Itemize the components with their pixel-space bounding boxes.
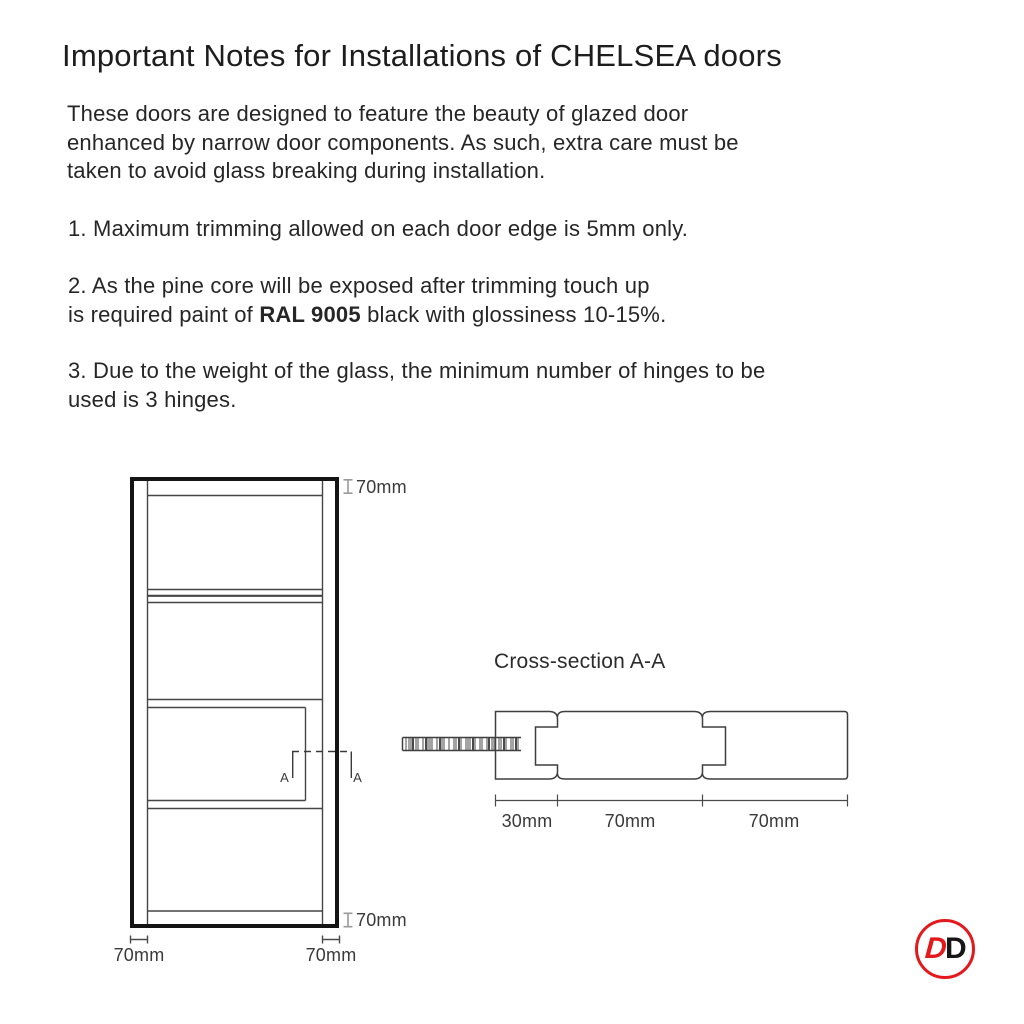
stile-dimension-brackets bbox=[131, 936, 340, 944]
glass-hatch-thin bbox=[406, 738, 518, 750]
cross-section-dim-70mm-stile: 70mm bbox=[604, 811, 656, 831]
dim-left-stile-label: 70mm bbox=[113, 945, 165, 965]
section-marker-a-right: A bbox=[353, 770, 362, 785]
dim-right-stile-label: 70mm bbox=[305, 945, 357, 965]
cross-section-dim-30mm: 30mm bbox=[501, 811, 553, 831]
note-2-line-1: 2. As the pine core will be exposed after trimming touch up bbox=[68, 273, 650, 298]
cross-section-title: Cross-section A-A bbox=[494, 650, 666, 673]
stile-profile bbox=[558, 712, 726, 780]
rail-dimension-markers bbox=[344, 479, 353, 928]
note-2-post: black with glossiness 10-15%. bbox=[360, 301, 667, 327]
frame-profile bbox=[703, 712, 848, 780]
intro-line-3: taken to avoid glass breaking during installation. bbox=[67, 158, 546, 183]
cross-section-dim-70mm-frame: 70mm bbox=[748, 811, 800, 831]
door-outline bbox=[132, 479, 337, 926]
note-1: 1. Maximum trimming allowed on each door edge is 5mm only. bbox=[68, 216, 689, 241]
cross-section-dimension-line bbox=[496, 795, 848, 807]
door-elevation-drawing bbox=[131, 479, 353, 944]
dim-bottom-rail-label: 70mm bbox=[356, 910, 407, 930]
note-3-line-2: used is 3 hinges. bbox=[68, 386, 237, 412]
ral-code: RAL 9005 bbox=[259, 301, 361, 327]
door-inner-lines bbox=[148, 481, 323, 924]
dd-brand-logo bbox=[915, 919, 975, 979]
section-marker-a-left: A bbox=[280, 770, 289, 785]
dim-top-rail-label: 70mm bbox=[356, 477, 407, 497]
page-title: Important Notes for Installations of CHELSEA doors bbox=[62, 38, 782, 73]
cross-section-drawing bbox=[403, 712, 848, 807]
logo-letter-d-red: D bbox=[924, 932, 947, 965]
intro-line-1: These doors are designed to feature the beauty of glazed door bbox=[67, 101, 689, 126]
note-2-pre: is required paint of bbox=[68, 301, 260, 327]
logo-letter-d-black: D bbox=[945, 932, 965, 965]
intro-line-2: enhanced by narrow door components. As such, extra care must be bbox=[67, 129, 739, 155]
note-3-line-1: 3. Due to the weight of the glass, the minimum number of hinges to be bbox=[68, 358, 766, 383]
